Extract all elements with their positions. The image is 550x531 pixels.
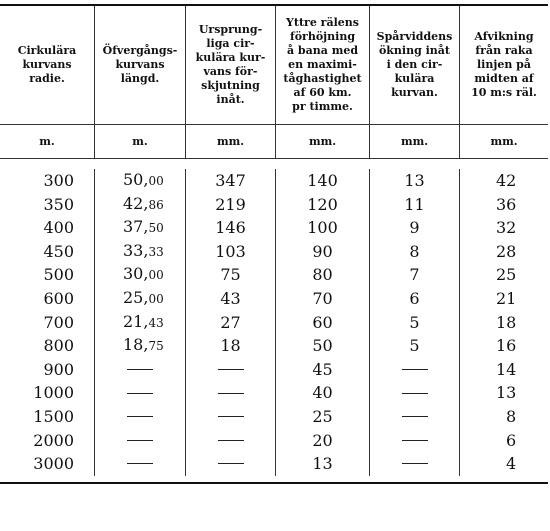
radius-value: 400 bbox=[43, 218, 74, 238]
cell-gauge-widening bbox=[369, 381, 459, 405]
cell-transition-length bbox=[94, 429, 185, 453]
header-superelevation-line: af 60 km. bbox=[293, 86, 352, 99]
deviation-value: 6 bbox=[506, 430, 517, 450]
header-widening-line: Spårviddens bbox=[376, 30, 453, 43]
header-widening-line: kulära bbox=[394, 72, 435, 85]
cell-superelevation bbox=[275, 263, 369, 287]
header-superelevation-line: pr timme. bbox=[292, 100, 353, 113]
cell-deviation bbox=[459, 240, 548, 264]
em-dash bbox=[402, 463, 428, 464]
cell-superelevation bbox=[275, 193, 369, 217]
table-row bbox=[0, 169, 548, 193]
em-dash bbox=[402, 416, 428, 417]
unit-superelevation: mm. bbox=[275, 125, 369, 159]
cell-gauge-widening bbox=[369, 405, 459, 429]
cell-deviation bbox=[459, 263, 548, 287]
length-integer: 37, bbox=[123, 217, 149, 237]
cell-deviation bbox=[459, 429, 548, 453]
superelevation-value: 140 bbox=[307, 171, 338, 190]
length-decimal: 00 bbox=[148, 291, 164, 306]
units-row bbox=[0, 125, 548, 159]
table-body bbox=[0, 159, 548, 482]
em-dash bbox=[127, 369, 153, 370]
cell-deviation bbox=[459, 358, 548, 382]
shift-value: 43 bbox=[220, 288, 241, 308]
header-shift-line: vans för- bbox=[203, 65, 258, 78]
cell-shift bbox=[185, 405, 275, 429]
cell-transition-length bbox=[94, 263, 185, 287]
header-shift-line: inåt. bbox=[216, 93, 245, 106]
cell-shift bbox=[185, 263, 275, 287]
table-row bbox=[0, 429, 548, 453]
length-integer: 30, bbox=[123, 264, 149, 284]
deviation-value: 25 bbox=[496, 265, 517, 285]
cell-deviation bbox=[459, 452, 548, 476]
header-superelevation bbox=[275, 6, 369, 125]
superelevation-value: 13 bbox=[312, 454, 333, 474]
widening-value: 13 bbox=[404, 171, 425, 190]
deviation-value: 36 bbox=[496, 194, 517, 214]
header-radius-line: kurvans bbox=[22, 58, 72, 71]
header-deviation-line: Afvikning bbox=[474, 30, 534, 43]
radius-value: 900 bbox=[43, 359, 74, 379]
transition-length-value bbox=[123, 262, 164, 288]
length-integer: 25, bbox=[123, 287, 149, 307]
deviation-value: 14 bbox=[496, 359, 517, 379]
shift-value: 18 bbox=[220, 336, 241, 356]
shift-value: 219 bbox=[215, 194, 246, 214]
cell-transition-length bbox=[94, 287, 185, 311]
widening-value: 9 bbox=[409, 218, 420, 238]
radius-value: 800 bbox=[43, 336, 74, 356]
cell-deviation bbox=[459, 193, 548, 217]
cell-radius bbox=[0, 311, 94, 335]
cell-shift bbox=[185, 169, 275, 193]
header-shift-line: skjutning bbox=[201, 79, 260, 92]
cell-deviation bbox=[459, 169, 548, 193]
header-widening-line: i den cir- bbox=[386, 58, 443, 71]
unit-radius: m. bbox=[0, 125, 94, 159]
header-transition-line: Öfvergångs- bbox=[102, 44, 178, 57]
cell-deviation bbox=[459, 334, 548, 358]
radius-value: 700 bbox=[43, 312, 74, 332]
table-row bbox=[0, 381, 548, 405]
cell-shift bbox=[185, 311, 275, 335]
table-row bbox=[0, 311, 548, 335]
em-dash bbox=[218, 369, 244, 370]
radius-value: 500 bbox=[43, 265, 74, 285]
length-decimal: 00 bbox=[148, 174, 164, 188]
header-shift-line: kulära kur- bbox=[195, 51, 266, 64]
deviation-value: 13 bbox=[496, 383, 517, 403]
table-row bbox=[0, 193, 548, 217]
cell-gauge-widening bbox=[369, 334, 459, 358]
radius-value: 450 bbox=[43, 241, 74, 261]
cell-gauge-widening bbox=[369, 240, 459, 264]
cell-gauge-widening bbox=[369, 263, 459, 287]
cell-superelevation bbox=[275, 169, 369, 193]
cell-superelevation bbox=[275, 240, 369, 264]
cell-deviation bbox=[459, 311, 548, 335]
radius-value: 600 bbox=[43, 288, 74, 308]
length-integer: 18, bbox=[123, 335, 149, 355]
superelevation-value: 120 bbox=[307, 194, 338, 214]
em-dash bbox=[402, 369, 428, 370]
cell-transition-length bbox=[94, 240, 185, 264]
cell-shift bbox=[185, 287, 275, 311]
cell-gauge-widening bbox=[369, 193, 459, 217]
table-row bbox=[0, 452, 548, 476]
cell-shift bbox=[185, 381, 275, 405]
cell-shift bbox=[185, 240, 275, 264]
deviation-value: 21 bbox=[496, 288, 517, 308]
header-deviation bbox=[459, 6, 548, 125]
radius-value: 350 bbox=[43, 194, 74, 214]
unit-transition-length: m. bbox=[94, 125, 185, 159]
header-radius-line: radie. bbox=[29, 72, 65, 85]
cell-superelevation bbox=[275, 216, 369, 240]
shift-value: 75 bbox=[220, 265, 241, 285]
cell-superelevation bbox=[275, 405, 369, 429]
header-widening-line: kurvan. bbox=[391, 86, 438, 99]
length-decimal: 86 bbox=[148, 197, 164, 212]
cell-transition-length bbox=[94, 452, 185, 476]
cell-transition-length bbox=[94, 216, 185, 240]
header-superelevation-line: å bana med bbox=[286, 44, 359, 57]
cell-radius bbox=[0, 334, 94, 358]
widening-value: 6 bbox=[409, 288, 420, 308]
cell-deviation bbox=[459, 216, 548, 240]
widening-value: 11 bbox=[404, 194, 425, 214]
cell-gauge-widening bbox=[369, 287, 459, 311]
header-transition-length bbox=[94, 6, 185, 125]
cell-shift bbox=[185, 452, 275, 476]
superelevation-value: 20 bbox=[312, 430, 333, 450]
header-deviation-line: linjen på bbox=[477, 58, 531, 71]
cell-gauge-widening bbox=[369, 429, 459, 453]
superelevation-value: 100 bbox=[307, 218, 338, 238]
cell-superelevation bbox=[275, 429, 369, 453]
cell-radius bbox=[0, 429, 94, 453]
em-dash bbox=[127, 463, 153, 464]
header-radius-line: Cirkulära bbox=[17, 44, 77, 57]
cell-radius bbox=[0, 216, 94, 240]
cell-superelevation bbox=[275, 358, 369, 382]
length-decimal: 50 bbox=[148, 221, 164, 236]
unit-gauge-widening: mm. bbox=[369, 125, 459, 159]
cell-deviation bbox=[459, 405, 548, 429]
length-integer: 42, bbox=[123, 193, 149, 213]
deviation-value: 28 bbox=[496, 241, 517, 261]
radius-value: 3000 bbox=[33, 454, 74, 474]
table-row bbox=[0, 287, 548, 311]
superelevation-value: 80 bbox=[312, 265, 333, 285]
length-decimal: 00 bbox=[148, 268, 164, 283]
table-row bbox=[0, 334, 548, 358]
cell-superelevation bbox=[275, 311, 369, 335]
table-row bbox=[0, 263, 548, 287]
cell-transition-length bbox=[94, 311, 185, 335]
cell-shift bbox=[185, 193, 275, 217]
length-decimal: 33 bbox=[148, 244, 164, 259]
cell-superelevation bbox=[275, 381, 369, 405]
superelevation-value: 25 bbox=[312, 406, 333, 426]
table-row bbox=[0, 358, 548, 382]
header-gauge-widening bbox=[369, 6, 459, 125]
header-superelevation-line: en maximi- bbox=[288, 58, 357, 71]
length-integer: 33, bbox=[123, 240, 149, 260]
shift-value: 27 bbox=[220, 312, 241, 332]
cell-superelevation bbox=[275, 452, 369, 476]
cell-radius bbox=[0, 263, 94, 287]
table-row bbox=[0, 240, 548, 264]
radius-value: 1000 bbox=[33, 383, 74, 403]
header-row bbox=[0, 6, 548, 125]
header-deviation-line: från raka bbox=[475, 44, 533, 57]
cell-transition-length bbox=[94, 169, 185, 193]
cell-radius bbox=[0, 193, 94, 217]
cell-transition-length bbox=[94, 381, 185, 405]
header-superelevation-line: förhöjning bbox=[289, 30, 356, 43]
header-deviation-line: 10 m:s räl. bbox=[471, 86, 537, 99]
transition-length-value bbox=[123, 192, 164, 218]
widening-value: 5 bbox=[409, 336, 420, 356]
widening-value: 8 bbox=[409, 241, 420, 261]
header-transition-line: längd. bbox=[120, 72, 160, 85]
cell-radius bbox=[0, 452, 94, 476]
cell-deviation bbox=[459, 287, 548, 311]
superelevation-value: 40 bbox=[312, 383, 333, 403]
em-dash bbox=[402, 440, 428, 441]
cell-transition-length bbox=[94, 193, 185, 217]
deviation-value: 4 bbox=[506, 454, 517, 474]
cell-radius bbox=[0, 169, 94, 193]
superelevation-value: 90 bbox=[312, 241, 333, 261]
header-superelevation-line: tåghastighet bbox=[283, 72, 362, 85]
table-row bbox=[0, 405, 548, 429]
em-dash bbox=[218, 416, 244, 417]
radius-value: 300 bbox=[43, 171, 74, 190]
header-shift bbox=[185, 6, 275, 125]
cell-gauge-widening bbox=[369, 452, 459, 476]
cell-shift bbox=[185, 429, 275, 453]
header-superelevation-line: Yttre rälens bbox=[286, 16, 359, 29]
cell-deviation bbox=[459, 381, 548, 405]
transition-length-value bbox=[123, 333, 164, 359]
header-transition-line: kurvans bbox=[115, 58, 165, 71]
cell-radius bbox=[0, 405, 94, 429]
transition-length-value bbox=[123, 168, 164, 194]
transition-length-value bbox=[123, 215, 164, 241]
cell-radius bbox=[0, 358, 94, 382]
widening-value: 7 bbox=[409, 265, 420, 285]
em-dash bbox=[402, 393, 428, 394]
cell-gauge-widening bbox=[369, 169, 459, 193]
header-shift-line: Ursprung- bbox=[198, 23, 263, 36]
cell-transition-length bbox=[94, 358, 185, 382]
cell-superelevation bbox=[275, 287, 369, 311]
transition-length-value bbox=[123, 310, 164, 336]
cell-gauge-widening bbox=[369, 358, 459, 382]
cell-gauge-widening bbox=[369, 216, 459, 240]
transition-length-value bbox=[123, 239, 164, 265]
cell-radius bbox=[0, 381, 94, 405]
em-dash bbox=[127, 393, 153, 394]
superelevation-value: 70 bbox=[312, 288, 333, 308]
cell-transition-length bbox=[94, 334, 185, 358]
cell-superelevation bbox=[275, 334, 369, 358]
superelevation-value: 45 bbox=[312, 359, 333, 379]
em-dash bbox=[218, 440, 244, 441]
cell-radius bbox=[0, 287, 94, 311]
length-decimal: 75 bbox=[148, 339, 164, 354]
cell-radius bbox=[0, 240, 94, 264]
length-integer: 21, bbox=[123, 311, 149, 331]
em-dash bbox=[218, 463, 244, 464]
cell-shift bbox=[185, 358, 275, 382]
superelevation-value: 50 bbox=[312, 336, 333, 356]
em-dash bbox=[127, 416, 153, 417]
shift-value: 103 bbox=[215, 241, 246, 261]
table-row bbox=[0, 216, 548, 240]
length-integer: 50, bbox=[123, 170, 149, 189]
deviation-value: 18 bbox=[496, 312, 517, 332]
cell-transition-length bbox=[94, 405, 185, 429]
cell-shift bbox=[185, 334, 275, 358]
shift-value: 146 bbox=[215, 218, 246, 238]
radius-value: 2000 bbox=[33, 430, 74, 450]
header-widening-line: ökning inåt bbox=[378, 44, 451, 57]
deviation-value: 32 bbox=[496, 218, 517, 238]
cell-shift bbox=[185, 216, 275, 240]
header-deviation-line: midten af bbox=[474, 72, 534, 85]
deviation-value: 16 bbox=[496, 336, 517, 356]
transition-length-value bbox=[123, 286, 164, 312]
header-radius bbox=[0, 6, 94, 125]
widening-value: 5 bbox=[409, 312, 420, 332]
curve-table bbox=[0, 4, 548, 484]
shift-value: 347 bbox=[215, 171, 246, 190]
header-shift-line: liga cir- bbox=[206, 37, 255, 50]
em-dash bbox=[127, 440, 153, 441]
unit-shift: mm. bbox=[185, 125, 275, 159]
em-dash bbox=[218, 393, 244, 394]
superelevation-value: 60 bbox=[312, 312, 333, 332]
deviation-value: 8 bbox=[506, 406, 517, 426]
deviation-value: 42 bbox=[496, 171, 517, 190]
length-decimal: 43 bbox=[148, 315, 164, 330]
cell-gauge-widening bbox=[369, 311, 459, 335]
unit-deviation: mm. bbox=[459, 125, 548, 159]
radius-value: 1500 bbox=[33, 406, 74, 426]
